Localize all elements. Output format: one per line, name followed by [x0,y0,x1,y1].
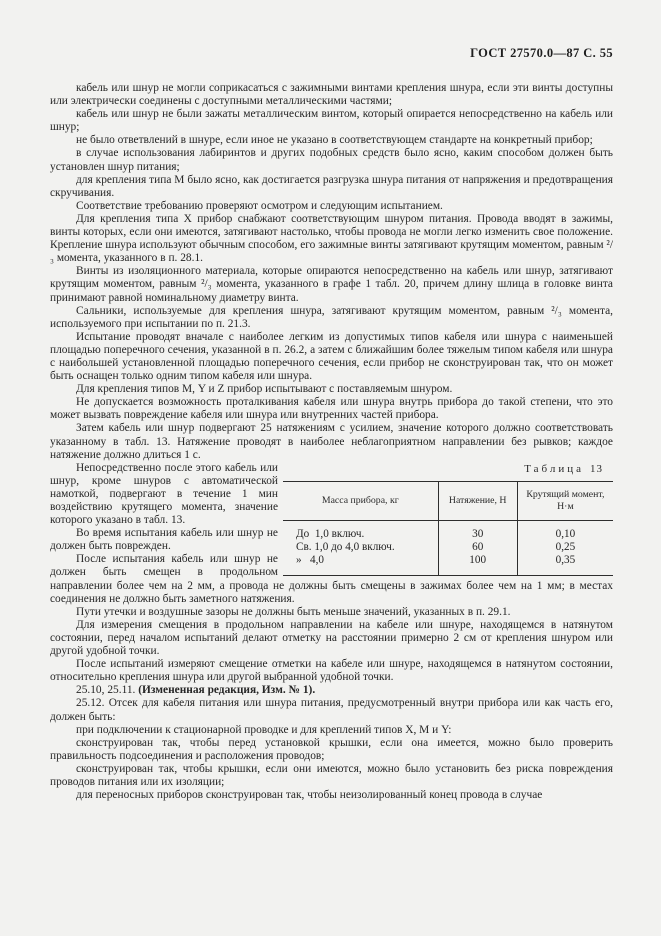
table-col-header-mass: Масса прибора, кг [283,481,438,520]
table-cell-torque: 0,10 [517,520,613,541]
paragraph: Не допускается возможность проталкивания кабеля или шнура внутрь прибора до такой степени, что это может вызвать повреждение кабеля или шнура или внутренних частей прибора. [50,396,613,422]
paragraph-amendment [50,684,613,697]
table-header-row [283,481,613,520]
paragraph: Пути утечки и воздушные зазоры не должны быть меньше значений, указанных в п. 29.1. [76,605,511,618]
paragraph: для переносных приборов сконструирован так, чтобы неизолированный конец провода в случае [76,789,543,802]
paragraph: при подключении к стационарной проводке и для креплений типов X, М и Y: [76,723,452,736]
paragraph: Затем кабель или шнур подвергают 25 натяжениям с усилием, значение которого должно соответствовать указанному в табл. 13. Натяжение проводят в наиболее неблагоприятном направлении без рывков; каждое натяжение должно длиться 1 с. [50,422,613,461]
paragraph: кабель или шнур не могли соприкасаться с зажимными винтами крепления шнура, если эти винты доступны или электрически соединены с доступными металлическими частями; [50,82,613,108]
paragraph: Винты из изоляционного материала, которые опираются непосредственно на кабель или шнур, затягивают крутящим моментом, равным ²/₃ момента, указанного в графе 1 табл. 20, причем длину шлица в головке винта принимают равной номинальному диаметру винта. [50,265,613,304]
paragraph: не было ответвлений в шнуре, если иное не указано в соответствующем стандарте на конкретный прибор; [76,134,593,147]
table-caption-word: Таблица [524,462,584,475]
paragraph: Соответствие требованию проверяют осмотром и следующим испытанием. [76,199,443,212]
paragraph: 25.12. Отсек для кабеля питания или шнура питания, предусмотренный внутри прибора или как часть его, должен быть: [50,697,613,723]
table-row [283,554,613,576]
table-13 [283,481,613,576]
table-cell-torque: 0,35 [517,554,613,576]
paragraph: в случае использования лабиринтов и других подобных средств было ясно, каким способом должен быть установлен шнур питания; [50,147,613,173]
page-header-standard-number: ГОСТ 27570.0—87 С. 55 [470,46,613,60]
table-cell-tension: 60 [438,541,517,554]
paragraph: Во время испытания кабель или шнур не должен быть поврежден. [50,527,278,553]
table-cell-mass: » 4,0 [296,553,324,566]
paragraph: Сальники, используемые для крепления шнура, затягивают крутящим моментом, равным ²/₃ момента, используемого при испытании по п. 21.3. [50,304,613,330]
table-cell-tension: 30 [438,520,517,541]
paragraph: Для измерения смещения в продольном направлении на кабеле или шнуре, находящемся в натянутом состоянии, перед началом испытаний делают отметку на расстоянии примерно 2 см от крепления шнуром или другой удобной точки. [50,618,613,658]
paragraph: Испытание проводят вначале с наиболее легким из допустимых типов кабеля или шнура с наименьшей площадью поперечного сечения, указанной в п. 26.2, а затем с ближайшим более тяжелым типом кабеля или шнура с наибольшей установленной площадью поперечного сечения, если прибор не сконструирован так, что он может быть оснащен только одним типом кабеля или шнура. [50,330,613,383]
amendment-clause-numbers: 25.10, 25.11. [76,684,139,697]
paragraph: кабель или шнур не были зажаты металлическим винтом, который опирается непосредственно на кабель или шнур; [50,108,613,134]
paragraph: После испытаний измеряют смещение отметки на кабеле или шнуре, находящемся в натянутом состоянии, относительно крепления шнура или другой выбранной удобной точки. [50,658,613,684]
table-row [283,541,613,554]
paragraph: Для крепления типа X прибор снабжают соответствующим шнуром питания. Провода вводят в зажимы, винты которых, если они имеются, затягивают настолько, чтобы провода не могли легко изменить свое положение. Крепление шнура используют обычным способом, его зажимные винты затягивают крутящим моментом, равным ²/₃ момента, указанного в п. 28.1. [50,212,613,265]
paragraph: Для крепления типов М, Y и Z прибор испытывают с поставляемым шнуром. [76,383,453,396]
paragraph: После испытания кабель или шнур не должен быть смещен в продольном направлении более чем на 2 мм, а провода не должны быть смещены в зажимах более чем на 1 мм; в местах соединения не должно быть заметного натяжения. [50,553,613,605]
table-cell-mass: Св. 1,0 до 4,0 включ. [296,540,395,553]
table-col-header-torque: Крутящий момент, Н·м [517,481,613,520]
table-13-block [283,462,613,576]
table-caption-number: 13 [590,462,603,475]
paragraph: сконструирован так, чтобы перед установкой крышки, если она имеется, можно было проверить правильность подсоединения и расположения проводов; [50,736,613,762]
table-cell-torque: 0,25 [517,541,613,554]
paragraph: сконструирован так, чтобы крышки, если они имеются, можно было установить без риска повреждения проводов питания или их изоляции; [50,762,613,788]
table-cell-tension: 100 [438,554,517,576]
table-cell-mass: До 1,0 включ. [296,527,365,540]
amendment-note: (Измененная редакция, Изм. № 1). [138,684,316,697]
paragraph: для крепления типа М было ясно, как достигается разгрузка шнура питания от напряжения и предотвращения скручивания. [50,173,613,199]
paragraph: Непосредственно после этого кабель или шнур, кроме шнуров с автоматической намоткой, подвергают в течение 1 мин воздействию крутящего момента, значение которого указано в табл. 13. [50,461,278,527]
table-col-header-tension: Натяжение, Н [438,481,517,520]
table-caption [283,463,613,476]
document-body [50,82,613,802]
table-row [283,520,613,541]
